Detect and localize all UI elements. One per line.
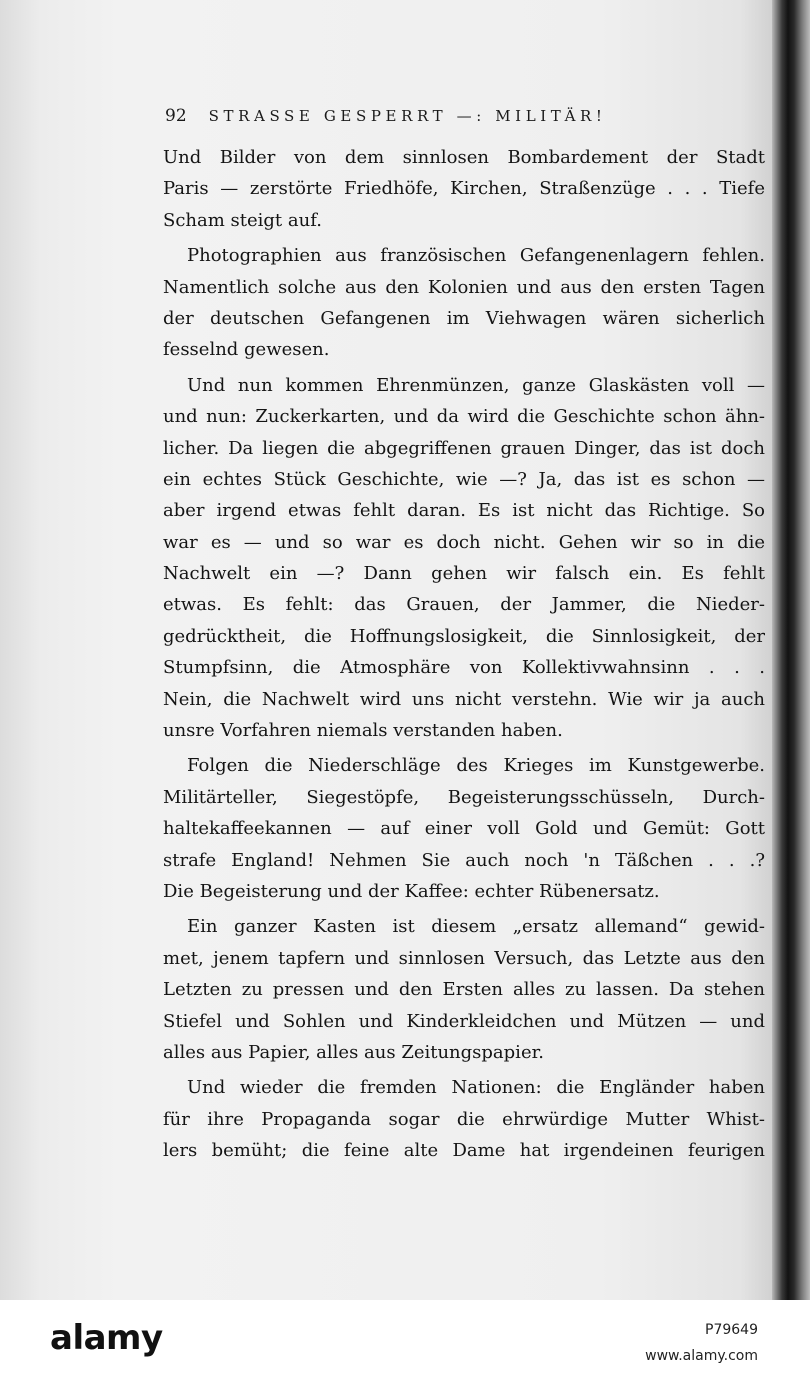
text-line: Militärteller, Siegestöpfe, Begeisterungsschüsseln, Durch- — [163, 786, 765, 808]
text-line: Nein, die Nachwelt wird uns nicht verstehn. Wie wir ja auch — [163, 688, 765, 710]
image-id: P79649 — [705, 1322, 758, 1338]
text-line: Und wieder die fremden Nationen: die Engländer haben — [187, 1077, 765, 1099]
text-line: unsre Vorfahren niemals verstanden haben. — [163, 720, 563, 742]
text-line: Letzten zu pressen und den Ersten alles zu lassen. Da stehen — [163, 979, 765, 1001]
text-line: met, jenem tapfern und sinnlosen Versuch, das Letzte aus den — [163, 947, 765, 969]
text-line: Nachwelt ein —? Dann gehen wir falsch ein. Es fehlt — [163, 563, 765, 585]
text-line: Scham steigt auf. — [163, 209, 322, 231]
text-line: fesselnd gewesen. — [163, 339, 330, 361]
running-header — [165, 103, 775, 129]
text-line: und nun: Zuckerkarten, und da wird die Geschichte schon ähn- — [163, 406, 765, 428]
text-line: ein echtes Stück Geschichte, wie —? Ja, das ist es schon — — [163, 468, 765, 490]
text-line: licher. Da liegen die abgegriffenen grauen Dinger, das ist doch — [163, 437, 765, 459]
stock-site-url: www.alamy.com — [645, 1348, 758, 1364]
text-line: Und nun kommen Ehrenmünzen, ganze Glaskästen voll — — [187, 374, 765, 396]
page-number: 92 — [165, 106, 187, 126]
text-line: gedrücktheit, die Hoffnungslosigkeit, die Sinnlosigkeit, der — [163, 625, 765, 647]
text-line: Namentlich solche aus den Kolonien und aus den ersten Tagen — [163, 276, 765, 298]
text-line: Stumpfsinn, die Atmosphäre von Kollektivwahnsinn . . . — [163, 657, 765, 679]
running-title: STRASSE GESPERRT —: MILITÄR! — [208, 107, 607, 125]
text-line: etwas. Es fehlt: das Grauen, der Jammer, die Nieder- — [163, 594, 765, 616]
alamy-logo: alamy — [50, 1318, 163, 1358]
text-line: alles aus Papier, alles aus Zeitungspapier. — [163, 1041, 544, 1063]
text-line: strafe England! Nehmen Sie auch noch 'n Täßchen . . .? — [163, 849, 765, 871]
text-line: Die Begeisterung und der Kaffee: echter Rübenersatz. — [163, 880, 660, 902]
text-line: Photographien aus französischen Gefangenenlagern fehlen. — [187, 245, 765, 267]
text-line: der deutschen Gefangenen im Viehwagen wären sicherlich — [163, 307, 765, 329]
text-line: war es — und so war es doch nicht. Gehen wir so in die — [163, 531, 765, 553]
text-line: aber irgend etwas fehlt daran. Es ist nicht das Richtige. So — [163, 500, 765, 522]
text-line: Und Bilder von dem sinnlosen Bombardement der Stadt — [163, 147, 765, 168]
text-line: Folgen die Niederschläge des Krieges im Kunstgewerbe. — [187, 755, 765, 777]
text-line: für ihre Propaganda sogar die ehrwürdige Mutter Whist- — [163, 1108, 765, 1130]
text-line: Stiefel und Sohlen und Kinderkleidchen und Mützen — und — [163, 1010, 765, 1032]
text-line: Ein ganzer Kasten ist diesem „ersatz allemand“ gewid- — [187, 916, 765, 938]
body-text — [163, 142, 765, 1167]
text-line: Paris — zerstörte Friedhöfe, Kirchen, Straßenzüge . . . Tiefe — [163, 178, 765, 200]
text-line: lers bemüht; die feine alte Dame hat irgendeinen feurigen — [163, 1140, 765, 1162]
text-line: haltekaffeekannen — auf einer voll Gold und Gemüt: Gott — [163, 818, 765, 840]
book-spine-shadow — [772, 0, 810, 1300]
